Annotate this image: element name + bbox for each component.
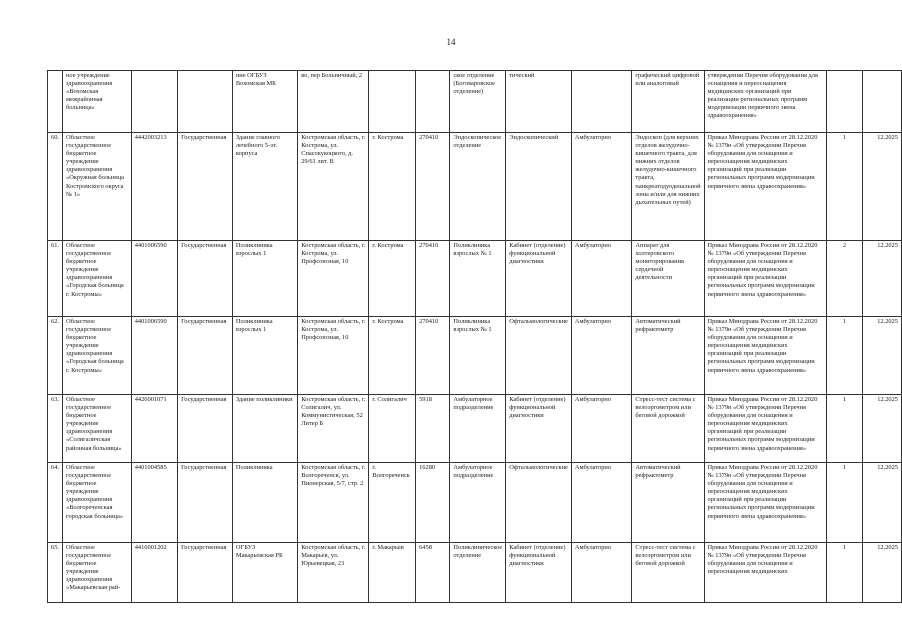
organization-name-cell: [63, 463, 132, 543]
row-number-cell: [48, 395, 63, 463]
care-type: Амбулаторно: [574, 544, 612, 551]
table-row: [48, 317, 902, 395]
address: Костромская область, г. Кострома, ул. Спасокукоцкого, д. 29/61 лит. В: [301, 134, 366, 166]
okato-code-cell: [416, 395, 450, 463]
okato-code: 16280: [419, 464, 436, 471]
delivery-date: 12.2025: [877, 544, 898, 551]
locality-cell: [369, 317, 416, 395]
room-type-cell: [506, 317, 572, 395]
organization-name-cell: [63, 133, 132, 241]
organization-name: Областное государственное бюджетное учреждение здравоохранения «Солигаличская районная больница»: [66, 396, 122, 452]
quantity-cell: [827, 71, 863, 133]
building-name-cell: [232, 395, 297, 463]
building-name: Поликлиника взрослых 1: [235, 242, 273, 258]
equipment-name: Эндоскоп (для верхних отделов желудочно-кишечного тракта, для нижних отделов желудочно-кишечного тракта, панкреатодуоденальной зоны и/или для нижних дыхательных путей): [635, 134, 701, 206]
department: Амбулаторное подразделение: [453, 464, 494, 480]
room-type: тический: [509, 72, 535, 79]
ownership-form: Государственная: [181, 318, 227, 325]
address-cell: [298, 395, 369, 463]
page-number: 14: [446, 37, 456, 47]
quantity-cell: [827, 317, 863, 395]
address-cell: [298, 241, 369, 317]
room-type-cell: [506, 543, 572, 603]
delivery-date-cell: [862, 317, 901, 395]
delivery-date: 12.2025: [877, 464, 898, 471]
row-number: 61.: [51, 242, 59, 249]
building-name-cell: [232, 71, 297, 133]
department: Поликлиника взрослых № 1: [453, 318, 492, 334]
inn-code-cell: [131, 395, 177, 463]
equipment-name: Автоматический рефрактометр: [635, 464, 681, 480]
okato-code-cell: [416, 317, 450, 395]
table-row: [48, 395, 902, 463]
organization-name: ное учреждение здравоохранения «Вохомская межрайонная больница»: [66, 72, 113, 112]
inn-code: 4416001202: [134, 544, 167, 551]
quantity: 2: [842, 242, 847, 249]
address: Костромская область, г. Волгореченск, ул. Пионерская, 5/7, стр. 2: [301, 464, 366, 488]
row-number-cell: [48, 543, 63, 603]
table-row: [48, 133, 902, 241]
legal-basis-cell: [704, 133, 826, 241]
quantity: 1: [842, 396, 847, 403]
legal-basis: Приказ Минздрава России от 28.12.2020 № 1379н «Об утверждении Перечня оборудования для оснащения и переоснащения медицинских организаций при реализации региональных программ модернизации первичного звена здравоохранения»: [707, 134, 818, 190]
organization-name-cell: [63, 241, 132, 317]
department: Поликлиническое отделение: [453, 544, 503, 560]
row-number: 60.: [51, 134, 59, 141]
okato-code: 5918: [419, 396, 432, 403]
table-row: [48, 241, 902, 317]
ownership-form: Государственная: [181, 396, 227, 403]
equipment-name: Аппарат для холтеровского мониторирования сердечной деятельности: [635, 242, 684, 282]
building-name-cell: [232, 463, 297, 543]
inn-code-cell: [131, 543, 177, 603]
delivery-date-cell: [862, 71, 901, 133]
equipment-name-cell: [632, 317, 704, 395]
address-cell: [298, 317, 369, 395]
ownership-form-cell: [178, 133, 233, 241]
department-cell: [450, 241, 506, 317]
department: ское отделение (Боговаровское отделение): [453, 72, 495, 96]
department-cell: [450, 395, 506, 463]
care-type: Амбулаторно: [574, 318, 612, 325]
inn-code: 4401006590: [134, 318, 167, 325]
okato-code-cell: [416, 133, 450, 241]
room-type: Кабинет (отделение) функциональной диагностики: [509, 242, 566, 266]
row-number-cell: [48, 71, 63, 133]
care-type-cell: [571, 241, 632, 317]
room-type: Офтальмологические: [509, 464, 568, 471]
room-type-cell: [506, 241, 572, 317]
equipment-name-cell: [632, 463, 704, 543]
care-type-cell: [571, 133, 632, 241]
room-type-cell: [506, 395, 572, 463]
legal-basis: Приказ Минздрава России от 28.12.2020 № 1379н «Об утверждении Перечня оборудования для оснащения и переоснащения медицинских организаций при реализации региональных программ модернизации первичного звена здравоохранения»: [707, 464, 818, 520]
table-row: [48, 543, 902, 603]
ownership-form: Государственная: [181, 134, 227, 141]
row-number: 63.: [51, 396, 59, 403]
okato-code-cell: [416, 463, 450, 543]
department-cell: [450, 133, 506, 241]
organization-name-cell: [63, 395, 132, 463]
ownership-form: Государственная: [181, 464, 227, 471]
locality-cell: [369, 395, 416, 463]
legal-basis: Приказ Минздрава России от 28.12.2020 № 1379н «Об утверждении Перечня оборудования для оснащения и переоснащения медицинских организаций при реализации региональных программ модернизации первичного звена здравоохранения»: [707, 242, 818, 298]
quantity-cell: [827, 241, 863, 317]
department: Поликлиника взрослых № 1: [453, 242, 492, 258]
department-cell: [450, 543, 506, 603]
inn-code: 4401004585: [134, 464, 167, 471]
inn-code-cell: [131, 317, 177, 395]
organization-name: Областное государственное бюджетное учреждение здравоохранения «Городская больница г. Костромы»: [66, 318, 124, 374]
room-type: Эндоскопический: [509, 134, 559, 141]
okato-code-cell: [416, 241, 450, 317]
quantity-cell: [827, 133, 863, 241]
quantity: 1: [842, 464, 847, 471]
care-type-cell: [571, 395, 632, 463]
room-type-cell: [506, 133, 572, 241]
inn-code-cell: [131, 71, 177, 133]
organization-name-cell: [63, 317, 132, 395]
care-type: Амбулаторно: [574, 396, 612, 403]
ownership-form-cell: [178, 463, 233, 543]
legal-basis-cell: [704, 463, 826, 543]
legal-basis: Приказ Минздрава России от 28.12.2020 № 1379н «Об утверждении Перечня оборудования для оснащения и переоснащения медицинских организаций при реализации региональных программ модернизации первичного звена здравоохранения»: [707, 318, 818, 374]
locality: г. Кострома: [372, 134, 404, 141]
care-type: Амбулаторно: [574, 242, 612, 249]
organization-name-cell: [63, 543, 132, 603]
ownership-form-cell: [178, 317, 233, 395]
legal-basis-cell: [704, 543, 826, 603]
address: Костромская область, г. Кострома, ул. Профсоюзная, 10: [301, 242, 366, 266]
delivery-date-cell: [862, 463, 901, 543]
room-type: Офтальмологические: [509, 318, 568, 325]
okato-code: 6458: [419, 544, 432, 551]
inn-code: 4426001071: [134, 396, 167, 403]
building-name: ние ОГБУЗ Вохомская МБ: [235, 72, 276, 88]
address-cell: [298, 543, 369, 603]
okato-code: 270410: [419, 134, 439, 141]
organization-name: Областное государственное бюджетное учреждение здравоохранения «Окружная больница Костромского округа № 1»: [66, 134, 124, 198]
building-name: Здание главного лечебного 5-эт. корпуса: [235, 134, 280, 158]
address-cell: [298, 71, 369, 133]
row-number: 62.: [51, 318, 59, 325]
okato-code: 270410: [419, 318, 439, 325]
ownership-form-cell: [178, 241, 233, 317]
row-number-cell: [48, 463, 63, 543]
building-name: Поликлиника: [235, 464, 273, 471]
locality: г. Солигалич: [372, 396, 407, 403]
locality-cell: [369, 71, 416, 133]
delivery-date: 12.2025: [877, 396, 898, 403]
inn-code-cell: [131, 241, 177, 317]
locality: г. Кострома: [372, 318, 404, 325]
room-type: Кабинет (отделение) функциональной диагностики: [509, 544, 566, 568]
locality-cell: [369, 133, 416, 241]
organization-name-cell: [63, 71, 132, 133]
department: Эндоскопическое отделение: [453, 134, 502, 150]
address: во, пер Больничный, 2: [301, 72, 363, 79]
care-type: Амбулаторно: [574, 134, 612, 141]
building-name-cell: [232, 317, 297, 395]
row-number: 64.: [51, 464, 59, 471]
equipment-name-cell: [632, 543, 704, 603]
ownership-form: Государственная: [181, 242, 227, 249]
quantity-cell: [827, 463, 863, 543]
legal-basis: утверждении Перечня оборудования для оснащения и переоснащения медицинских организаций при реализации региональных программ модернизации первичного звена здравоохранения»: [707, 72, 818, 120]
delivery-date-cell: [862, 241, 901, 317]
legal-basis: Приказ Минздрава России от 28.12.2020 № 1379н «Об утверждении Перечня оборудования для оснащения и переоснащения медицинских организаций при реализации региональных программ модернизации первичного звена здравоохранения»: [707, 396, 818, 452]
row-number-cell: [48, 317, 63, 395]
delivery-date-cell: [862, 543, 901, 603]
department-cell: [450, 71, 506, 133]
ownership-form-cell: [178, 543, 233, 603]
locality-cell: [369, 463, 416, 543]
inn-code-cell: [131, 133, 177, 241]
organization-name: Областное государственное бюджетное учреждение здравоохранения «Городская больница г. Костромы»: [66, 242, 124, 298]
quantity-cell: [827, 395, 863, 463]
legal-basis-cell: [704, 241, 826, 317]
organization-name: Областное государственное бюджетное учреждение здравоохранения «Волгореченская городская больница»: [66, 464, 124, 520]
address: Костромская область, г. Кострома, ул. Профсоюзная, 10: [301, 318, 366, 342]
ownership-form-cell: [178, 395, 233, 463]
equipment-name-cell: [632, 395, 704, 463]
quantity: 1: [842, 134, 847, 141]
department-cell: [450, 463, 506, 543]
equipment-registry-table: [47, 70, 902, 603]
locality: г. Волгореченск: [372, 464, 410, 480]
room-type-cell: [506, 463, 572, 543]
delivery-date: 12.2025: [877, 242, 898, 249]
locality-cell: [369, 543, 416, 603]
okato-code-cell: [416, 71, 450, 133]
room-type: Кабинет (отделение) функциональной диагностики: [509, 396, 566, 420]
delivery-date-cell: [862, 395, 901, 463]
building-name-cell: [232, 133, 297, 241]
delivery-date: 12.2025: [877, 318, 898, 325]
locality: г. Макарьев: [372, 544, 404, 551]
room-type-cell: [506, 71, 572, 133]
table-row: [48, 463, 902, 543]
address-cell: [298, 133, 369, 241]
equipment-name-cell: [632, 71, 704, 133]
inn-code: 4442003213: [134, 134, 167, 141]
legal-basis-cell: [704, 71, 826, 133]
locality-cell: [369, 241, 416, 317]
building-name-cell: [232, 543, 297, 603]
inn-code: 4401006590: [134, 242, 167, 249]
ownership-form: Государственная: [181, 544, 227, 551]
care-type-cell: [571, 543, 632, 603]
legal-basis-cell: [704, 317, 826, 395]
quantity: 1: [842, 544, 847, 551]
ownership-form-cell: [178, 71, 233, 133]
inn-code-cell: [131, 463, 177, 543]
delivery-date: 12.2025: [877, 134, 898, 141]
care-type-cell: [571, 463, 632, 543]
equipment-name: Стресс-тест система с велоэргометром или беговой дорожкой: [635, 396, 696, 420]
row-number: 65.: [51, 544, 59, 551]
row-number-cell: [48, 133, 63, 241]
address: Костромская область, г. Солигалич, ул. Коммунистическая, 52 Литер Б: [301, 396, 366, 428]
care-type-cell: [571, 71, 632, 133]
quantity-cell: [827, 543, 863, 603]
care-type-cell: [571, 317, 632, 395]
legal-basis: Приказ Минздрава России от 28.12.2020 № 1379н «Об утверждении Перечня оборудования для оснащения и переоснащения медицинских: [707, 544, 818, 576]
quantity: 1: [842, 318, 847, 325]
row-number-cell: [48, 241, 63, 317]
department: Амбулаторное подразделение: [453, 396, 494, 412]
building-name: ОГБУЗ Макарьевская РБ: [235, 544, 283, 560]
building-name: Здание поликлиники: [235, 396, 293, 403]
address: Костромская область, г. Макарьев, ул. Юрьевецкая, 23: [301, 544, 366, 568]
address-cell: [298, 463, 369, 543]
care-type: Амбулаторно: [574, 464, 612, 471]
building-name-cell: [232, 241, 297, 317]
equipment-name-cell: [632, 133, 704, 241]
locality: г. Кострома: [372, 242, 404, 249]
equipment-name: Стресс-тест система с велоэргометром или беговой дорожкой: [635, 544, 696, 568]
table-row: [48, 71, 902, 133]
okato-code: 270410: [419, 242, 439, 249]
equipment-name: графический цифровой или аналоговый: [635, 72, 700, 88]
equipment-name: Автоматический рефрактометр: [635, 318, 681, 334]
equipment-name-cell: [632, 241, 704, 317]
organization-name: Областное государственное бюджетное учреждение здравоохранения «Макарьевская рай-: [66, 544, 121, 592]
okato-code-cell: [416, 543, 450, 603]
legal-basis-cell: [704, 395, 826, 463]
delivery-date-cell: [862, 133, 901, 241]
department-cell: [450, 317, 506, 395]
building-name: Поликлиника взрослых 1: [235, 318, 273, 334]
